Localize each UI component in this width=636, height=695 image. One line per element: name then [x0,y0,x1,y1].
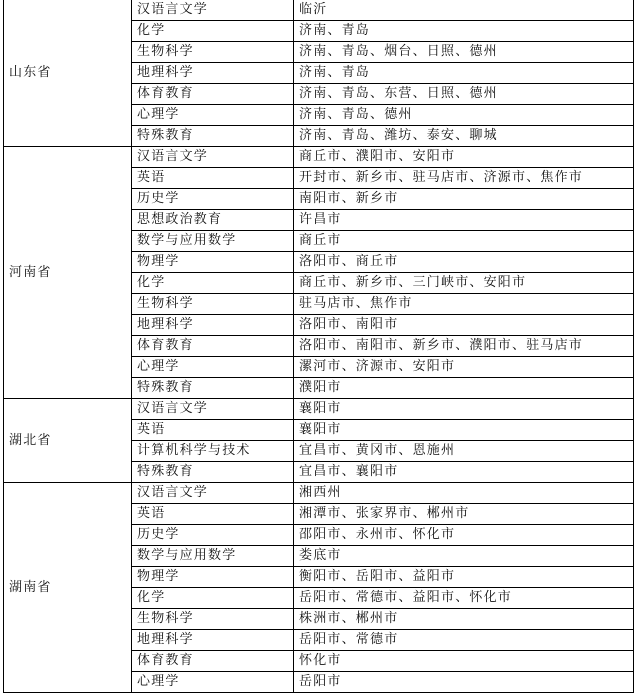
major-cell: 心理学 [132,105,294,126]
major-cell: 化学 [132,588,294,609]
major-cell: 体育教育 [132,336,294,357]
cities-cell: 邵阳市、永州市、怀化市 [294,525,634,546]
cities-cell: 许昌市 [294,210,634,231]
major-cell: 体育教育 [132,84,294,105]
cities-cell: 开封市、新乡市、驻马店市、济源市、焦作市 [294,168,634,189]
table-row [4,399,634,420]
major-cell: 物理学 [132,252,294,273]
major-cell: 地理科学 [132,630,294,651]
cities-cell: 岳阳市 [294,672,634,693]
major-cell: 英语 [132,168,294,189]
major-cell: 汉语言文学 [132,0,294,21]
cities-cell: 济南、青岛、东营、日照、德州 [294,84,634,105]
cities-cell: 娄底市 [294,546,634,567]
major-cell: 汉语言文学 [132,147,294,168]
cities-cell: 湘西州 [294,483,634,504]
major-cell: 特殊教育 [132,462,294,483]
major-cell: 生物科学 [132,42,294,63]
major-cell: 历史学 [132,525,294,546]
cities-cell: 湘潭市、张家界市、郴州市 [294,504,634,525]
major-cell: 汉语言文学 [132,399,294,420]
cities-cell: 宜昌市、襄阳市 [294,462,634,483]
major-cell: 特殊教育 [132,378,294,399]
table-row [4,147,634,168]
major-cell: 特殊教育 [132,126,294,147]
cities-cell: 襄阳市 [294,399,634,420]
cities-cell: 洛阳市、南阳市 [294,315,634,336]
table-body [4,0,634,693]
major-cell: 化学 [132,21,294,42]
major-cell: 思想政治教育 [132,210,294,231]
major-cell: 心理学 [132,672,294,693]
cities-cell: 漯河市、济源市、安阳市 [294,357,634,378]
cities-cell: 洛阳市、商丘市 [294,252,634,273]
cities-cell: 岳阳市、常德市、益阳市、怀化市 [294,588,634,609]
province-cell: 湖北省 [4,399,132,483]
table-row [4,483,634,504]
major-cell: 地理科学 [132,63,294,84]
cities-cell: 衡阳市、岳阳市、益阳市 [294,567,634,588]
table-row [4,0,634,21]
major-cell: 体育教育 [132,651,294,672]
province-major-city-table [3,0,634,693]
cities-cell: 南阳市、新乡市 [294,189,634,210]
major-cell: 英语 [132,504,294,525]
major-cell: 物理学 [132,567,294,588]
cities-cell: 济南、青岛 [294,63,634,84]
major-cell: 汉语言文学 [132,483,294,504]
major-cell: 生物科学 [132,294,294,315]
major-cell: 历史学 [132,189,294,210]
cities-cell: 襄阳市 [294,420,634,441]
cities-cell: 洛阳市、南阳市、新乡市、濮阳市、驻马店市 [294,336,634,357]
cities-cell: 济南、青岛、潍坊、泰安、聊城 [294,126,634,147]
cities-cell: 临沂 [294,0,634,21]
major-cell: 化学 [132,273,294,294]
major-cell: 英语 [132,420,294,441]
cities-cell: 商丘市、新乡市、三门峡市、安阳市 [294,273,634,294]
cities-cell: 济南、青岛、烟台、日照、德州 [294,42,634,63]
cities-cell: 株洲市、郴州市 [294,609,634,630]
cities-cell: 济南、青岛、德州 [294,105,634,126]
major-cell: 生物科学 [132,609,294,630]
cities-cell: 宜昌市、黄冈市、恩施州 [294,441,634,462]
province-cell: 湖南省 [4,483,132,693]
cities-cell: 岳阳市、常德市 [294,630,634,651]
major-cell: 计算机科学与技术 [132,441,294,462]
cities-cell: 怀化市 [294,651,634,672]
province-cell: 山东省 [4,0,132,147]
cities-cell: 驻马店市、焦作市 [294,294,634,315]
cities-cell: 济南、青岛 [294,21,634,42]
cities-cell: 濮阳市 [294,378,634,399]
cities-cell: 商丘市、濮阳市、安阳市 [294,147,634,168]
major-cell: 数学与应用数学 [132,546,294,567]
major-cell: 地理科学 [132,315,294,336]
cities-cell: 商丘市 [294,231,634,252]
major-cell: 心理学 [132,357,294,378]
major-cell: 数学与应用数学 [132,231,294,252]
province-cell: 河南省 [4,147,132,399]
